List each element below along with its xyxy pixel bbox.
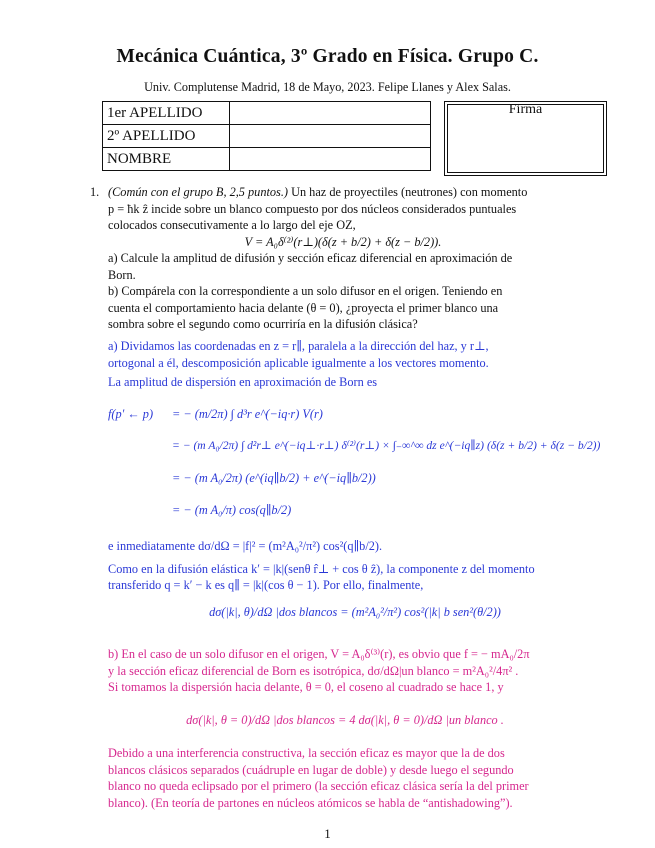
problem-tag: (Común con el grupo B, 2,5 puntos.) [108,185,288,199]
name-field[interactable] [230,148,431,171]
part-b-question: b) Compárela con la correspondiente a un solo difusor en el origen. Teniendo en [108,284,503,298]
cross-section-result: e inmediatamente dσ/dΩ = |f|² = (m²A₀²/π²) cos²(q∥b/2). [108,539,383,553]
solution-part-a [108,338,578,391]
signature-label: Firma [508,102,543,117]
problem-intro: Un haz de proyectiles (neutrones) con momento [288,185,528,199]
problem-number: 1. [90,185,100,199]
part-b-question: sombra sobre el segundo como ocurriría en la difusión clásica? [108,317,418,331]
momentum-transfer-text: transferido q = k′ − k es q∥ = |k|(cos θ − 1). Por ello, finalmente, [108,578,424,592]
conclusion-line: blanco no queda eclipsado por el primero (la sección eficaz clásica sería la del primer [108,779,529,793]
page-title: Mecánica Cuántica, 3º Grado en Física. Grupo C. [116,46,539,67]
solution-a-line: La amplitud de dispersión en aproximación de Born es [108,375,378,389]
potential-equation: V = A₀δ⁽²⁾(r⊥)(δ(z + b/2) + δ(z − b/2)). [244,234,442,249]
solution-part-b [108,646,578,696]
surname1-label: 1er APELLIDO [103,102,230,125]
page-number: 1 [324,826,331,841]
conclusion-paragraph [108,745,578,811]
solution-a-line: a) Dividamos las coordenadas en z = r∥, paralela a la dirección del haz, y r⊥, [108,339,489,353]
part-b-question: cuenta el comportamiento hacia delante (θ = 0), ¿proyecta el primer blanco una [108,300,499,315]
conclusion-line: blanco). (En teoría de partones en núcleos atómicos se habla de “antishadowing”). [108,795,513,810]
solution-b-line: y la sección eficaz diferencial de Born es isotrópica, dσ/dΩ|un blanco = m²A₀²/4π² . [108,663,519,678]
name-label: NOMBRE [103,148,230,171]
signature-box[interactable] [444,101,607,176]
problem-statement [90,184,578,333]
student-id-table [102,101,431,171]
derivation-step: = − (m/2π) ∫ d³r e^(−iq·r) V(r) [172,407,323,421]
forward-scattering-equation: dσ(|k|, θ = 0)/dΩ |dos blancos = 4 dσ(|k|, θ = 0)/dΩ |un blanco . [186,713,504,727]
surname1-field[interactable] [230,102,431,125]
amplitude-lhs: f(p′ ← p) [108,407,154,421]
problem-line: p = ħk ẑ incide sobre un blanco compuesto por dos núcleos considerados puntuales [108,201,517,216]
derivation-step: = − (m A₀/π) cos(q∥b/2) [172,503,292,517]
two-target-cross-section-equation: dσ(|k|, θ)/dΩ |dos blancos = (m²A₀²/π²) cos²(|k| b sen²(θ/2)) [209,605,501,619]
page-subtitle: Univ. Complutense Madrid, 18 de Mayo, 2023. Felipe Llanes y Alex Salas. [144,80,511,94]
problem-line: colocados consecutivamente a lo largo del eje OZ, [108,218,356,232]
solution-b-line: b) En el caso de un solo difusor en el origen, V = A₀δ⁽³⁾(r), es obvio que f = − mA₀/2π [108,647,530,661]
cross-section-text [108,538,578,594]
part-a-question: a) Calcule la amplitud de difusión y sección eficaz diferencial en aproximación de [108,251,513,265]
part-a-question: Born. [108,267,136,282]
conclusion-line: Debido a una interferencia constructiva, la sección eficaz es mayor que la de dos [108,746,505,760]
momentum-transfer-text: Como en la difusión elástica k′ = |k|(senθ r̂⊥ + cos θ ẑ), la componente z del momento [108,561,535,576]
surname2-label: 2º APELLIDO [103,125,230,148]
solution-b-line: Si tomamos la dispersión hacia delante, θ = 0, el coseno al cuadrado se hace 1, y [108,680,504,694]
solution-a-line: ortogonal a él, descomposición aplicable igualmente a los vectores momento. [108,355,489,370]
derivation-step: = − (m A₀/2π) (e^(iq∥b/2) + e^(−iq∥b/2)) [172,471,376,485]
derivation-step: = − (m A₀/2π) ∫ d²r⊥ e^(−iq⊥·r⊥) δ⁽²⁾(r⊥) × ∫₋∞^∞ dz e^(−iq∥z) (δ(z + b/2) + δ(z − b/2)) [172,439,601,452]
conclusion-line: blancos clásicos separados (cuádruple en lugar de doble) y desde luego el segundo [108,762,514,777]
surname2-field[interactable] [230,125,431,148]
